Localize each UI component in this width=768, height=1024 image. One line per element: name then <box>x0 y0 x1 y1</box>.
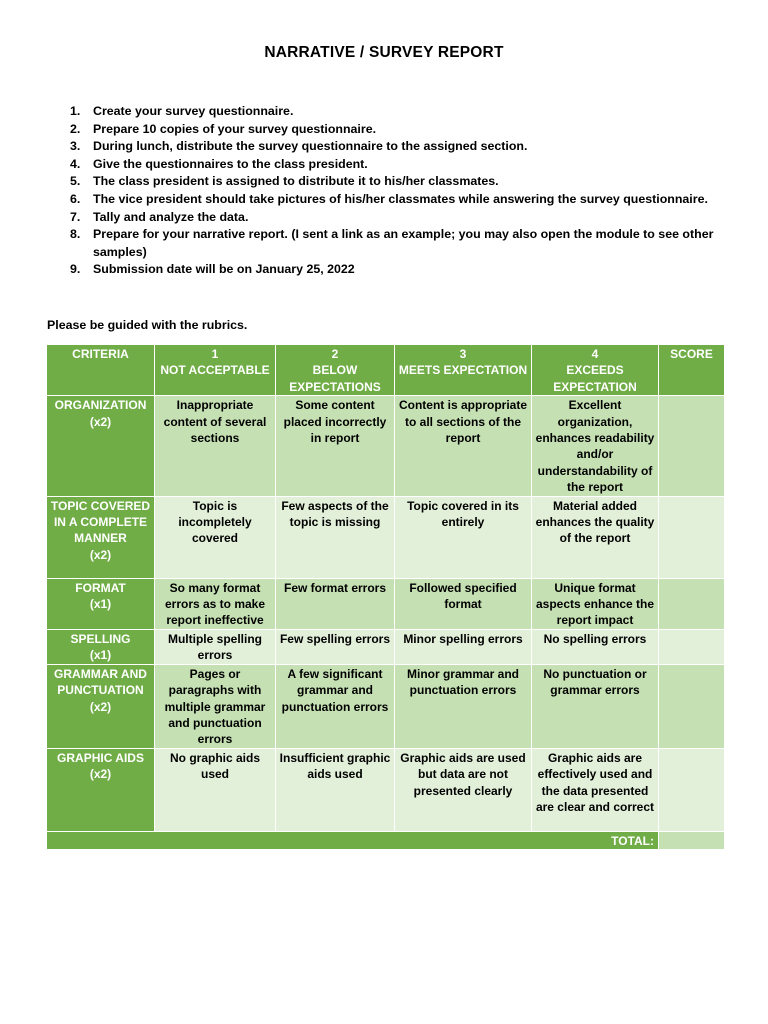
level-3-cell: Topic covered in its entirely <box>395 496 532 578</box>
criteria-cell <box>47 496 155 578</box>
rubric-table <box>46 344 725 850</box>
list-item-text: Create your survey questionnaire. <box>93 104 294 118</box>
level-2-cell: Some content placed incorrectly in report <box>276 396 395 496</box>
list-item-text: The class president is assigned to distribute it to his/her classmates. <box>93 174 499 189</box>
score-cell[interactable] <box>659 748 725 831</box>
table-row <box>47 496 725 578</box>
criteria-weight: (x2) <box>89 414 112 429</box>
criteria-cell <box>47 396 155 496</box>
level-2-cell: Few aspects of the topic is missing <box>276 496 395 578</box>
score-cell[interactable] <box>659 578 725 629</box>
list-item-number: 2. <box>70 121 81 136</box>
table-header-row <box>47 345 725 396</box>
list-item-text: Give the questionnaires to the class president. <box>93 156 368 171</box>
list-item-number: 9. <box>70 262 81 277</box>
level-4-cell: Graphic aids are effectively used and the data presented are clear and correct <box>532 748 659 831</box>
list-item-text: The vice president should take pictures of his/her classmates while answering the survey questionnaire. <box>93 191 708 206</box>
criteria-weight: (x2) <box>89 767 112 782</box>
criteria-cell <box>47 629 155 664</box>
level-3-header <box>395 345 532 396</box>
level-1-cell: Pages or paragraphs with multiple grammar and punctuation errors <box>155 664 276 748</box>
list-item <box>70 209 720 227</box>
criteria-weight: (x1) <box>89 597 112 612</box>
criteria-weight: (x2) <box>89 547 112 562</box>
level-2-cell: Few format errors <box>276 578 395 629</box>
list-item-text: During lunch, distribute the survey questionnaire to the assigned section. <box>93 139 528 154</box>
level-number: 1 <box>211 347 219 361</box>
criteria-name: GRAPHIC AIDS <box>57 750 144 765</box>
list-item <box>70 121 720 139</box>
level-1-cell: Multiple spelling errors <box>155 629 276 664</box>
list-item-text: Submission date will be on January 25, 2022 <box>93 262 355 277</box>
list-item-number: 3. <box>70 139 81 154</box>
list-item <box>70 156 720 174</box>
list-item-text: Tally and analyze the data. <box>93 209 249 224</box>
list-item-number: 7. <box>70 209 81 224</box>
criteria-cell <box>47 664 155 748</box>
criteria-weight: (x1) <box>89 648 112 663</box>
level-1-header <box>155 345 276 396</box>
level-label: NOT ACCEPTABLE <box>160 363 270 378</box>
score-cell[interactable] <box>659 664 725 748</box>
level-3-cell: Followed specified format <box>395 578 532 629</box>
level-1-cell: No graphic aids used <box>155 748 276 831</box>
level-4-cell: No spelling errors <box>532 629 659 664</box>
score-header: SCORE <box>659 345 725 396</box>
level-4-cell: Material added enhances the quality of the report <box>532 496 659 578</box>
list-item <box>70 226 720 261</box>
score-cell[interactable] <box>659 629 725 664</box>
criteria-cell <box>47 578 155 629</box>
level-4-header <box>532 345 659 396</box>
list-item-text: Prepare 10 copies of your survey questionnaire. <box>93 121 377 136</box>
list-item-number: 4. <box>70 156 81 171</box>
list-item <box>70 103 720 121</box>
level-4-cell: Excellent organization, enhances readability and/or understandability of the report <box>532 396 659 496</box>
total-score-cell[interactable] <box>659 831 725 849</box>
level-3-cell: Graphic aids are used but data are not presented clearly <box>395 748 532 831</box>
level-label: BELOW EXPECTATIONS <box>289 363 381 394</box>
level-1-cell: Topic is incompletely covered <box>155 496 276 578</box>
level-4-cell: No punctuation or grammar errors <box>532 664 659 748</box>
table-row <box>47 578 725 629</box>
list-item-number: 6. <box>70 191 81 206</box>
table-row <box>47 396 725 496</box>
list-item-number: 5. <box>70 174 81 189</box>
rubric-intro: Please be guided with the rubrics. <box>47 318 248 332</box>
level-2-cell: A few significant grammar and punctuation errors <box>276 664 395 748</box>
list-item-number: 8. <box>70 227 81 242</box>
level-2-cell: Insufficient graphic aids used <box>276 748 395 831</box>
list-item <box>70 191 720 209</box>
level-label: EXCEEDS EXPECTATION <box>553 363 637 394</box>
table-row <box>47 664 725 748</box>
level-3-cell: Minor spelling errors <box>395 629 532 664</box>
page-title: NARRATIVE / SURVEY REPORT <box>264 44 504 61</box>
level-label: MEETS EXPECTATION <box>398 363 528 378</box>
list-item <box>70 138 720 156</box>
list-item <box>70 173 720 191</box>
level-3-cell: Minor grammar and punctuation errors <box>395 664 532 748</box>
total-label: TOTAL: <box>47 831 659 849</box>
level-2-header <box>276 345 395 396</box>
level-3-cell: Content is appropriate to all sections of the report <box>395 396 532 496</box>
criteria-cell <box>47 748 155 831</box>
criteria-name: GRAMMAR AND PUNCTUATION <box>54 666 147 698</box>
list-item-text: Prepare for your narrative report. (I sent a link as an example; you may also open the module to see other samples) <box>93 227 714 259</box>
criteria-name: ORGANIZATION <box>54 398 147 413</box>
table-row <box>47 748 725 831</box>
level-2-cell: Few spelling errors <box>276 629 395 664</box>
score-cell[interactable] <box>659 396 725 496</box>
instruction-list <box>70 103 720 279</box>
level-1-cell: So many format errors as to make report ineffective <box>155 578 276 629</box>
list-item <box>70 261 720 279</box>
table-row <box>47 629 725 664</box>
level-1-cell: Inappropriate content of several sections <box>155 396 276 496</box>
level-4-cell: Unique format aspects enhance the report impact <box>532 578 659 629</box>
total-row <box>47 831 725 849</box>
criteria-name: FORMAT <box>75 580 126 595</box>
level-number: 3 <box>459 347 467 361</box>
list-item-number: 1. <box>70 104 81 118</box>
level-number: 4 <box>591 347 599 361</box>
criteria-name: SPELLING <box>70 631 131 646</box>
criteria-weight: (x2) <box>89 699 112 714</box>
level-number: 2 <box>331 347 339 361</box>
criteria-header: CRITERIA <box>47 345 155 396</box>
criteria-name: TOPIC COVERED IN A COMPLETE MANNER <box>50 498 151 546</box>
score-cell[interactable] <box>659 496 725 578</box>
